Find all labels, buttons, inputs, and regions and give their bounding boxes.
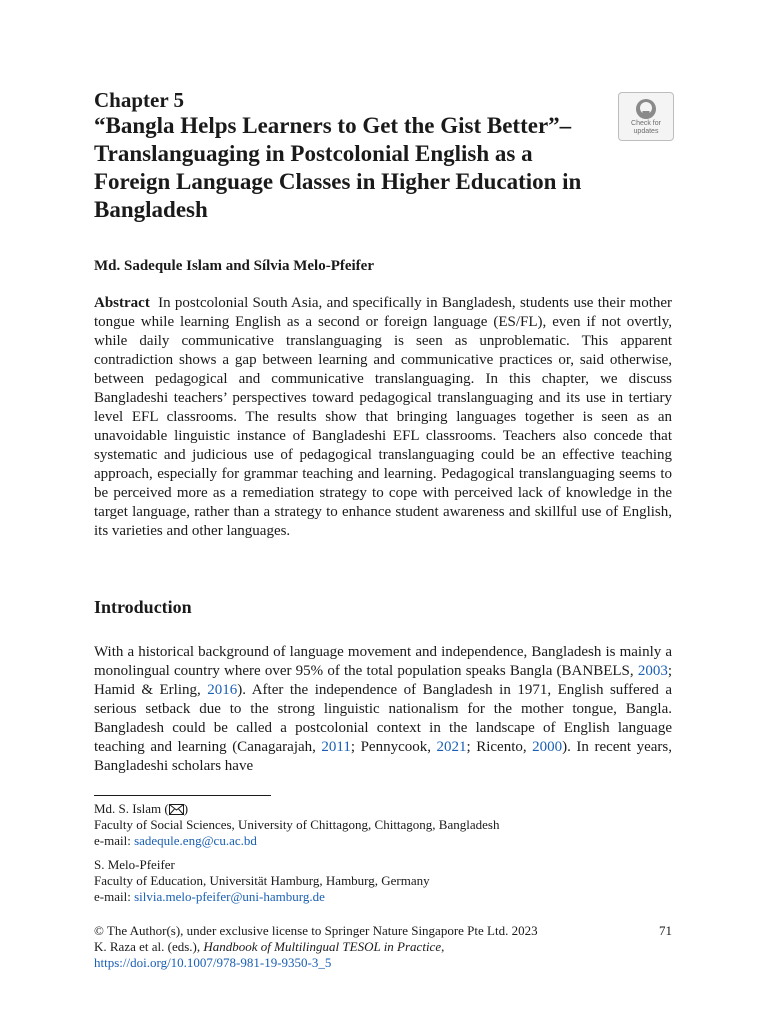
citation-link[interactable]: 2016 (207, 682, 238, 698)
introduction-paragraph (94, 643, 672, 776)
author-name: S. Melo-Pfeifer (94, 857, 175, 872)
email-label: e-mail: (94, 833, 135, 848)
authors-line: Md. Sadequle Islam and Sílvia Melo-Pfeifer (94, 258, 374, 274)
intro-text: ; Pennycook, (350, 739, 437, 755)
citation-link[interactable]: 2000 (532, 739, 563, 755)
check-for-updates-badge[interactable] (618, 92, 674, 141)
email-label: e-mail: (94, 889, 135, 904)
affiliation-1 (94, 801, 672, 849)
intro-text: ; Ricento, (466, 739, 533, 755)
abstract-label: Abstract (94, 295, 150, 311)
check-updates-icon (635, 98, 657, 120)
chapter-title: “Bangla Helps Learners to Get the Gist Better”–Translanguaging in Postcolonial English as a Foreign Language Classes in Higher Education in Bangladesh (94, 113, 582, 222)
citation-link[interactable]: 2003 (637, 663, 668, 679)
badge-text-line2: updates (633, 128, 659, 135)
email-link[interactable]: sadequle.eng@cu.ac.bd (134, 833, 257, 848)
chapter-header (94, 88, 672, 224)
envelope-icon (169, 804, 184, 815)
intro-text: ). In recent years, Bangladeshi scholars have (94, 739, 673, 774)
citation-line (94, 939, 672, 955)
citation-prefix: K. Raza et al. (eds.), (94, 939, 204, 954)
citation-link[interactable]: 2021 (436, 739, 467, 755)
intro-text: ). After the independence of Bangladesh in 1971, English suffered a serious setback due to the strong linguistic nationalism for the mother tongue, Bangla. Bangladesh could be called a postcolonial context in the landscape of English language teaching and learning (Canagarajah, (94, 682, 672, 755)
abstract (94, 294, 672, 541)
institution: Faculty of Education, Universität Hamburg, Hamburg, Germany (94, 873, 430, 888)
affiliation-2 (94, 857, 672, 905)
institution: Faculty of Social Sciences, University of Chittagong, Chittagong, Bangladesh (94, 817, 500, 832)
page-number: 71 (659, 923, 672, 938)
doi-link[interactable]: https://doi.org/10.1007/978-981-19-9350-3_5 (94, 955, 332, 970)
book-title: Handbook of Multilingual TESOL in Practice (203, 939, 442, 954)
page-footer (94, 923, 672, 971)
intro-text: ; Hamid & Erling, (94, 663, 672, 698)
citation-link[interactable]: 2011 (321, 739, 351, 755)
section-heading-introduction: Introduction (94, 597, 192, 617)
copyright-line: © The Author(s), under exclusive license to Springer Nature Singapore Pte Ltd. 2023 (94, 923, 538, 938)
email-link[interactable]: silvia.melo-pfeifer@uni-hamburg.de (134, 889, 325, 904)
footnote-divider (94, 795, 271, 796)
author-name-close: ) (183, 801, 189, 816)
abstract-text: In postcolonial South Asia, and specifically in Bangladesh, students use their mother tongue while learning English as a second or foreign language (ES/FL), even if not overtly, while daily communicative translanguaging is seen as unproblematic. This apparent contradiction shows a gap between learning and communicative practices or, said otherwise, between pedagogical and communicative translanguaging. In this chapter, we discuss Bangladeshi teachers’ perspectives toward pedagogical translanguaging and its use in tertiary level EFL classrooms. The results show that bringing languages together is seen as an unavoidable linguistic instance of Bangladeshi EFL classrooms. Teachers also concede that systematic and judicious use of pedagogical translanguaging could be an effective teaching approach, especially for grammar teaching and learning. Pedagogical translanguaging seems to be perceived more as a remediation strategy to cope with perceived lack of knowledge in the target language, rather than a strategy to enhance student awareness and skillful use of English, its varieties and other languages. (94, 295, 673, 539)
chapter-label: Chapter 5 (94, 88, 185, 112)
intro-text: With a historical background of language movement and independence, Bangladesh is mainly a monolingual country where over 95% of the total population speaks Bangla (BANBELS, (94, 644, 672, 679)
badge-text-line1: Check for (631, 120, 661, 127)
author-name: Md. S. Islam ( (94, 801, 169, 816)
citation-suffix: , (441, 939, 445, 954)
